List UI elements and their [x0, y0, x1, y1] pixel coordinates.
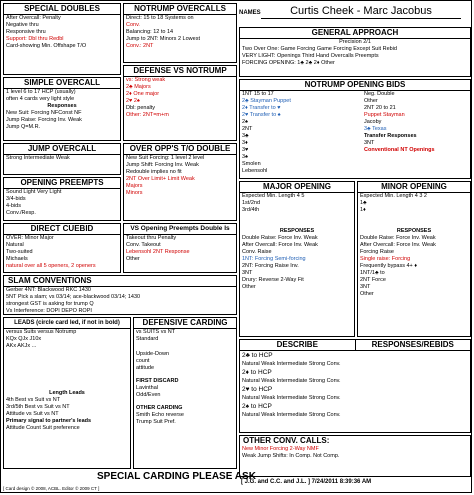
dc-line-1: OVER: Minor Major: [6, 235, 54, 241]
dcard-line-8: Odd/Even: [136, 392, 161, 398]
over-opp-to-double-title: OVER OPP'S T/O DOUBLE: [124, 144, 236, 155]
ga-line-2: Two Over One: Game Forcing Game Forcing Except Suit Rebid: [242, 46, 397, 52]
two-bids-section: [239, 339, 471, 433]
oc-line-1: New Minor Forcing 2-Way NMF: [242, 446, 319, 452]
mi-line-12: 3NT: [360, 284, 371, 290]
ntob-line-1: 1NT 15 to 17: [242, 91, 274, 97]
slam-line-4: Vs Interference: DOPI DEPO ROPI: [6, 308, 92, 314]
special-doubles-section: [3, 3, 121, 75]
nto-line-4: Jump to 2NT: Minors 2 Lowest: [126, 36, 200, 42]
tb-line-8: Natural Weak Intermediate Strong Conv.: [242, 412, 341, 418]
dcard-line-1: vs SUITS vs NT: [136, 329, 176, 335]
ga-line-1: Precision 2/1: [339, 39, 371, 45]
mi-line-13: Other: [360, 291, 374, 297]
dc-line-2: Natural: [6, 242, 24, 248]
notrump-opening-section: [239, 79, 471, 179]
special-doubles-title: SPECIAL DOUBLES: [4, 4, 120, 15]
ntob-line-17: Jacoby: [364, 119, 382, 125]
dcard-line-10: Smith Echo reverse: [136, 412, 184, 418]
op-line-4: Conv./Resp.: [6, 210, 36, 216]
ntob-line-3: 2♦ Transfer to ♥: [242, 105, 281, 111]
card-design-note: [ Card design © 2008, ACBL. Editor © 2009 CT ]: [3, 486, 100, 491]
ntob-line-16: Puppet Stayman: [364, 112, 405, 118]
responses-rebids-title: RESPONSES/REBIDS: [355, 340, 471, 350]
sd-line-4: Support: Dbl thru Redbl: [6, 36, 64, 42]
mi-line-1: Expected Min. Length 4 3 2: [360, 193, 427, 199]
tb-line-2: Natural Weak Intermediate Strong Conv.: [242, 361, 341, 367]
slam-conventions-title: SLAM CONVENTIONS: [4, 276, 236, 287]
vp-line-2: Conv. Takeout: [126, 242, 161, 248]
tb-line-1: 2♣ to HCP: [242, 352, 273, 359]
ntob-line-9: 3♥: [242, 147, 249, 153]
leads-line-8: Primary signal to partner's leads: [6, 418, 92, 424]
mi-line-6: After Overcall: Force Inv. Weak: [360, 242, 436, 248]
dcard-line-3: Upside-Down: [136, 351, 170, 357]
sd-line-1: After Overcall: Penalty: [6, 15, 61, 21]
slam-line-2: 5NT Pick a slam; vs 03/14; ace-blackwood 03/14; 1430: [6, 294, 141, 300]
jo-line-1: Strong Intermediate Weak: [6, 155, 70, 161]
dvn-line-2: 2♣ Majors: [126, 84, 151, 90]
dvn-line-5: Dbl: penalty: [126, 105, 156, 111]
notrump-overcalls-section: [123, 3, 237, 63]
mo-line-8: 1NT: Forcing Semi-forcing: [242, 256, 306, 262]
slam-conventions-section: [3, 275, 237, 315]
names-value[interactable]: Curtis Cheek - Marc Jacobus: [261, 5, 461, 19]
ntob-line-6: 2NT: [242, 126, 253, 132]
ntob-line-4: 2♥ Transfer to ♠: [242, 112, 281, 118]
so-line-6: Jump Q=M.R.: [6, 124, 41, 130]
defense-vs-notrump-section: [123, 65, 237, 141]
vp-line-3: Lebensohl 2NT Response: [126, 249, 190, 255]
leads-line-7: Attitude vs Suit vs NT: [6, 411, 59, 417]
over-opp-to-double-section: [123, 143, 237, 221]
so-line-3: Responses: [47, 103, 77, 109]
ntob-line-15: 2NT 20 to 21: [364, 105, 396, 111]
names-label: NAMES: [239, 10, 261, 16]
ntob-line-5: 2♠: [242, 119, 248, 125]
so-line-2: often 4 cards very light style: [6, 96, 75, 102]
other-conv-section: [239, 435, 471, 477]
ga-line-3: VERY LIGHT: Openings Third Hand Overcalls Preempts: [242, 53, 379, 59]
minor-opening-title: MINOR OPENING: [358, 182, 470, 193]
leads-line-1: versus Suits versus Notrump: [6, 329, 77, 335]
ntob-line-12: Lebensohl: [242, 168, 268, 174]
so-line-5: Jump Raise: Forcing Inv. Weak: [6, 117, 82, 123]
mi-line-5: Double Raise: Force Inv. Weak: [360, 235, 436, 241]
slam-line-1: Gerber 4NT: Blackwood RKC 1430: [6, 287, 91, 293]
leads-line-3: AKx AKJx ...: [6, 343, 37, 349]
other-conv-title: OTHER CONV. CALLS:: [240, 436, 470, 446]
sd-line-2: Negative thru: [6, 22, 39, 28]
direct-cuebid-section: [3, 223, 121, 273]
mo-line-5: Double Raise: Force Inv. Weak: [242, 235, 318, 241]
op-line-1: Sound Light Very Light: [6, 189, 62, 195]
ood-line-1: New Suit Forcing: 1 level 2 level: [126, 155, 205, 161]
nto-line-1: Direct: 15 to 18 Systems on: [126, 15, 194, 21]
mi-line-2: 1♣: [360, 200, 367, 206]
oc-line-2: Weak Jump Shifts: In Comp. Not Comp.: [242, 453, 340, 459]
editor-stamp: [ J.G. and C.C. and J.L. ] 7/24/2011 8:39:36 AM: [241, 479, 372, 485]
slam-line-3: strongest GST is asking for trump Q: [6, 301, 94, 307]
ntob-line-19: Transfer Responses: [364, 133, 417, 139]
sd-line-5: Card-showing Min. Offshape T/O: [6, 43, 87, 49]
dvn-line-1: vs: Strong weak: [126, 77, 166, 83]
ntob-line-8: 3♦: [242, 140, 248, 146]
vs-preempts-section: [123, 223, 237, 273]
ntob-line-10: 3♠: [242, 154, 248, 160]
leads-title: LEADS (circle card led, if not in bold): [4, 318, 130, 329]
jump-overcall-section: [3, 143, 121, 175]
ntob-line-11: Smolen: [242, 161, 261, 167]
mi-line-11: 2NT Force: [360, 277, 386, 283]
dcard-line-2: Standard: [136, 336, 159, 342]
mo-line-12: Other: [242, 284, 256, 290]
mo-line-11: Drury: Reverse 2-Way Fit: [242, 277, 304, 283]
ntob-line-21: Conventional NT Openings: [364, 147, 435, 153]
tb-line-6: Natural Weak Intermediate Strong Conv.: [242, 395, 341, 401]
so-line-4: New Suit: Forcing NFConst NF: [6, 110, 82, 116]
mi-line-7: Forcing Raise: [360, 249, 394, 255]
mi-line-10: 1NT/1♣ to: [360, 270, 385, 276]
tb-line-7: 2♠ to HCP: [242, 403, 272, 410]
defensive-carding-section: [133, 317, 237, 469]
mo-line-4: RESPONSES: [279, 228, 315, 234]
tb-line-5: 2♥ to HCP: [242, 386, 273, 393]
dcard-line-7: Lavinthal: [136, 385, 159, 391]
dvn-line-6: Other: 2NT=m+m: [126, 112, 169, 118]
simple-overcall-section: [3, 77, 121, 141]
notrump-overcalls-title: NOTRUMP OVERCALLS: [124, 4, 236, 15]
nto-line-5: Conv.: 2NT: [126, 43, 154, 49]
ood-line-6: Minors: [126, 190, 143, 196]
nto-line-3: Balancing: 12 to 14: [126, 29, 174, 35]
nto-line-2: Conv.: [126, 22, 140, 28]
mo-line-9: 2NT: Forcing Raise Inv.: [242, 263, 299, 269]
major-opening-title: MAJOR OPENING: [240, 182, 354, 193]
ntob-line-7: 3♣: [242, 133, 249, 139]
dcard-line-5: attitude: [136, 365, 155, 371]
dcard-line-4: count: [136, 358, 150, 364]
ood-line-5: Majors: [126, 183, 143, 189]
leads-line-6: 3rd/5th Best vs Suit vs NT: [6, 404, 70, 410]
ga-line-4: FORCING OPENING: 1♣ 2♣ 2♦ Other: [242, 60, 335, 66]
leads-section: [3, 317, 131, 469]
dc-line-4: Michaels: [6, 256, 28, 262]
op-line-3: 4-bids: [6, 203, 21, 209]
special-carding-footer: SPECIAL CARDING PLEASE ASK: [97, 471, 256, 482]
op-line-2: 3/4-bids: [6, 196, 26, 202]
ntob-line-18: 3♣ Texas: [364, 126, 387, 132]
mi-line-8: Single raise: Forcing: [360, 256, 411, 262]
tb-line-3: 2♦ to HCP: [242, 369, 272, 376]
mi-line-3: 1♦: [360, 207, 366, 213]
dcard-line-9: OTHER CARDING: [136, 405, 183, 411]
mo-line-10: 3NT: [242, 270, 253, 276]
mo-line-3: 3rd/4th: [242, 207, 260, 213]
major-opening-section: [239, 181, 355, 337]
mi-line-4: RESPONSES: [396, 228, 432, 234]
dvn-line-4: 2♥ 2♠: [126, 98, 140, 104]
ood-line-2: Jump Shift: Forcing Inv. Weak: [126, 162, 199, 168]
general-approach-title: GENERAL APPROACH: [240, 28, 470, 39]
leads-line-9: Attitude Count Suit preference: [6, 425, 80, 431]
ntob-line-13: Neg. Double: [364, 91, 395, 97]
describe-title: DESCRIBE: [240, 340, 355, 350]
dc-line-3: Two-suited: [6, 249, 33, 255]
dvn-line-3: 2♦ One major: [126, 91, 160, 97]
dcard-line-6: FIRST DISCARD: [136, 378, 179, 384]
mo-line-7: Conv. Raise: [242, 249, 272, 255]
so-line-1: 1 level 6 to 17 HCP (usually): [6, 89, 76, 95]
leads-line-5: 4th Best vs Suit vs NT: [6, 397, 61, 403]
sd-line-3: Responsive thru: [6, 29, 46, 35]
ntob-line-2: 2♣ Stayman Puppet: [242, 98, 291, 104]
opening-preempts-section: [3, 177, 121, 221]
ood-line-3: Redouble implies no fit: [126, 169, 182, 175]
ood-line-4: 2NT Over Limit+ Limit Weak: [126, 176, 195, 182]
direct-cuebid-title: DIRECT CUEBID: [4, 224, 120, 235]
defensive-carding-title: DEFENSIVE CARDING: [134, 318, 236, 329]
opening-preempts-title: OPENING PREEMPTS: [4, 178, 120, 189]
jump-overcall-title: JUMP OVERCALL: [4, 144, 120, 155]
ntob-line-20: 3NT: [364, 140, 375, 146]
simple-overcall-title: SIMPLE OVERCALL: [4, 78, 120, 89]
tb-line-4: Natural Weak Intermediate Strong Conv.: [242, 378, 341, 384]
mo-line-6: After Overcall: Force Inv. Weak: [242, 242, 318, 248]
vp-line-4: Other: [126, 256, 140, 262]
vp-line-1: Takeout thru Penalty: [126, 235, 177, 241]
dcard-line-11: Trump Suit Pref.: [136, 419, 176, 425]
mo-line-2: 1st/2nd: [242, 200, 261, 206]
vs-preempts-title: VS Opening Preempts Double Is: [124, 224, 236, 235]
general-approach-section: [239, 27, 471, 77]
notrump-opening-title: NOTRUMP OPENING BIDS: [240, 80, 470, 91]
ntob-line-14: Other: [364, 98, 378, 104]
defense-vs-notrump-title: DEFENSE VS NOTRUMP: [124, 66, 236, 77]
mi-line-9: Frequently bypass 4+ ♦: [360, 263, 418, 269]
leads-line-2: KQx QJx J10x: [6, 336, 42, 342]
dc-line-5: natural over all 5 openers, 2 openers: [6, 263, 96, 269]
mo-line-1: Expected Min. Length 4 5: [242, 193, 305, 199]
names-field: [239, 5, 471, 19]
minor-opening-section: [357, 181, 471, 337]
leads-line-4: Length Leads: [49, 390, 85, 396]
